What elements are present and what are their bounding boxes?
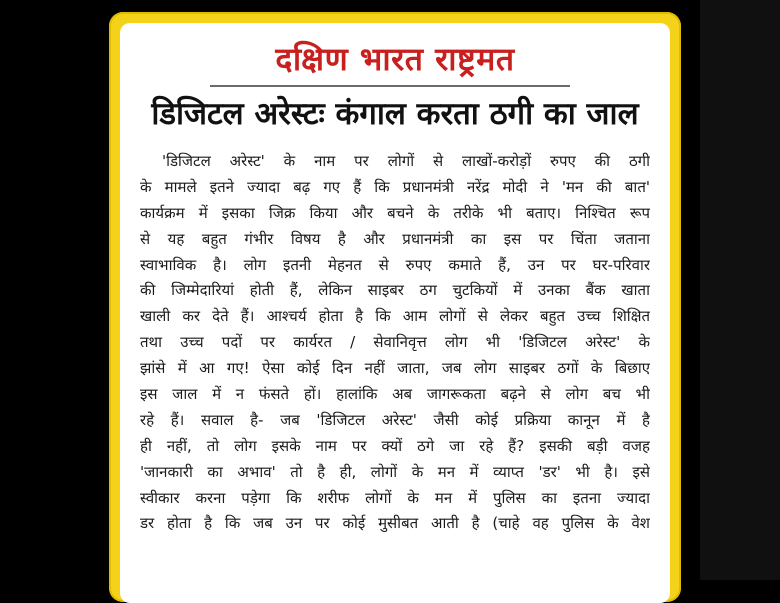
article-line: स्वाभाविक है। लोग इतनी मेहनत से रुपए कमाते हैं, उन पर घर-परिवार [140, 255, 650, 274]
newspaper-masthead: दक्षिण भारत राष्ट्रमत [275, 40, 515, 78]
newspaper-clipping [120, 23, 670, 603]
article-line: से यह बहुत गंभीर विषय है और प्रधानमंत्री का इस पर चिंता जताना [140, 229, 650, 248]
dark-backdrop-right [700, 0, 780, 580]
masthead-divider [210, 85, 570, 87]
article-line: ही नहीं, तो लोग इसके नाम पर क्यों ठगे जा रहे हैं? इसकी बड़ी वजह [140, 436, 650, 455]
article-line: की जिम्मेदारियां होती हैं, लेकिन साइबर ठग चुटकियों में उनका बैंक खाता [140, 281, 650, 300]
article-line: खाली कर देते हैं। आश्चर्य होता है कि आम लोगों से लेकर बहुत उच्च शिक्षित [140, 307, 650, 326]
article-line: तथा उच्च पदों पर कार्यरत / सेवानिवृत्त लोग भी 'डिजिटल अरेस्ट' के [140, 333, 650, 352]
article-line: कार्यक्रम में इसका जिक्र किया और बचने के तरीके भी बताए। निश्चित रूप [140, 203, 650, 222]
article-line: 'जानकारी का अभाव' तो है ही, लोगों के मन में व्याप्त 'डर' भी है। इसे [140, 462, 650, 481]
article-line: डर होता है कि जब उन पर कोई मुसीबत आती है (चाहे वह पुलिस के वेश [140, 514, 650, 533]
article-line: के मामले इतने ज्यादा बढ़ गए हैं कि प्रधानमंत्री नरेंद्र मोदी ने 'मन की बात' [140, 177, 650, 196]
article-body [140, 149, 650, 537]
dark-backdrop-left [0, 0, 105, 580]
article-line: झांसे में आ गए! ऐसा कोई दिन नहीं जाता, जब लोग साइबर ठगों के बिछाए [140, 359, 650, 378]
article-line: स्वीकार करना पड़ेगा कि शरीफ लोगों के मन में पुलिस का इतना ज्यादा [140, 488, 650, 507]
article-line: 'डिजिटल अरेस्ट' के नाम पर लोगों से लाखों-करोड़ों रुपए की ठगी [162, 152, 650, 170]
article-line: रहे हैं। सवाल है- जब 'डिजिटल अरेस्ट' जैसी कोई प्रक्रिया कानून में है [140, 410, 650, 429]
article-headline: डिजिटल अरेस्टः कंगाल करता ठगी का जाल [151, 96, 639, 132]
article-line: इस जाल में न फंसते हों। हालांकि अब जागरूकता बढ़ने से लोग बच भी [140, 385, 650, 404]
